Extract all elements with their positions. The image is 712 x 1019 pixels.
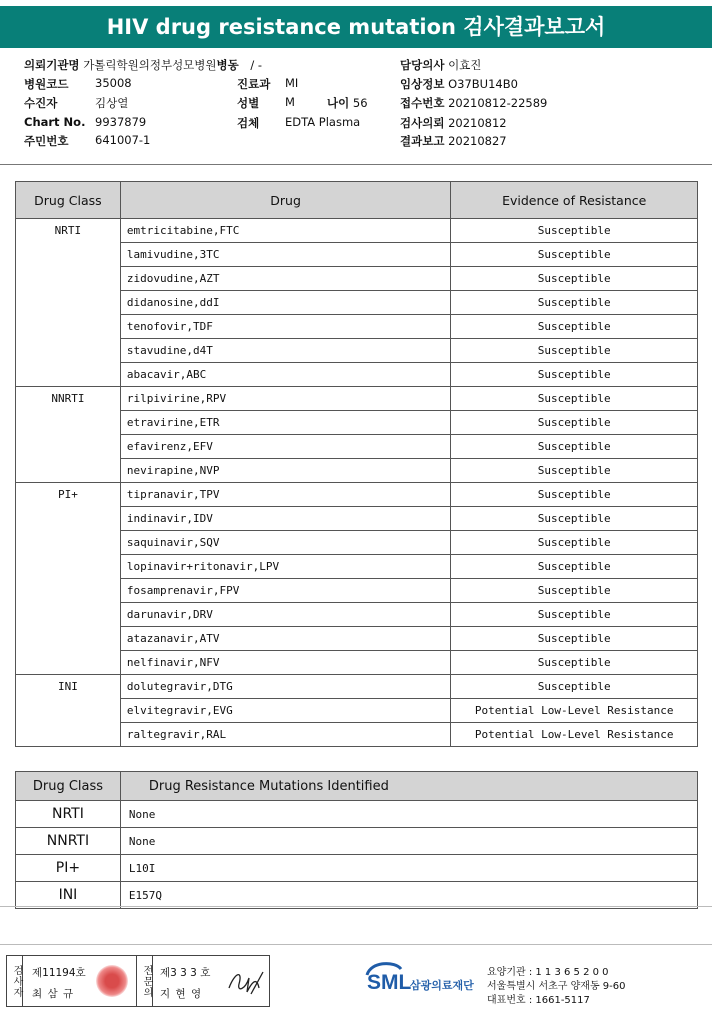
signature-box	[6, 955, 270, 1007]
mutation-value-cell: None	[120, 801, 697, 828]
drug-cell: etravirine,ETR	[120, 411, 451, 435]
drug-class-cell: PI+	[16, 483, 121, 675]
evidence-cell: Susceptible	[451, 243, 698, 267]
col-drug: Drug	[120, 182, 451, 219]
institution-row	[24, 57, 262, 73]
evidence-cell: Susceptible	[451, 411, 698, 435]
evidence-cell: Susceptible	[451, 387, 698, 411]
col-mutations: Drug Resistance Mutations Identified	[120, 772, 697, 801]
table-row	[16, 219, 698, 243]
official-seal-icon	[96, 965, 128, 997]
drug-cell: efavirenz,EFV	[120, 435, 451, 459]
chart-value: 9937879	[95, 115, 147, 129]
mutation-class-cell: NRTI	[16, 801, 121, 828]
evidence-cell: Susceptible	[451, 579, 698, 603]
evidence-cell: Susceptible	[451, 675, 698, 699]
inspector-number: 제11194호	[32, 967, 86, 979]
hospital-code-value: 35008	[95, 76, 132, 90]
drug-class-cell: NRTI	[16, 219, 121, 387]
header-divider	[0, 164, 712, 165]
institution-label: 의뢰기관명	[24, 58, 80, 72]
evidence-cell: Susceptible	[451, 651, 698, 675]
mutations-table-body	[16, 801, 698, 909]
contact-line-1: 요양기관 : 1 1 3 6 5 2 0 0	[487, 967, 609, 978]
report-label: 결과보고	[400, 134, 445, 148]
evidence-cell: Susceptible	[451, 435, 698, 459]
mutation-class-cell: INI	[16, 882, 121, 909]
table-row	[16, 387, 698, 411]
drug-cell: emtricitabine,FTC	[120, 219, 451, 243]
report-value: 20210827	[448, 134, 507, 148]
patient-value: 김상열	[95, 96, 129, 110]
evidence-cell: Susceptible	[451, 507, 698, 531]
hospital-code-label: 병원코드	[24, 77, 69, 91]
table-row	[16, 675, 698, 699]
mutation-value-cell: L10I	[120, 855, 697, 882]
drug-cell: raltegravir,RAL	[120, 723, 451, 747]
evidence-cell: Potential Low-Level Resistance	[451, 723, 698, 747]
inspector-label: 검사자	[7, 956, 23, 1006]
clinical-label: 임상정보	[400, 77, 445, 91]
sex-label: 성별	[237, 96, 260, 110]
mutation-value-cell: E157Q	[120, 882, 697, 909]
mutation-class-cell: NNRTI	[16, 828, 121, 855]
drug-cell: tenofovir,TDF	[120, 315, 451, 339]
drug-cell: nevirapine,NVP	[120, 459, 451, 483]
evidence-cell: Susceptible	[451, 555, 698, 579]
evidence-cell: Susceptible	[451, 627, 698, 651]
ward-value: / -	[250, 58, 263, 72]
patient-label: 수진자	[24, 96, 58, 110]
evidence-cell: Susceptible	[451, 531, 698, 555]
sex-value: M	[285, 95, 295, 109]
approver-label: 전문의	[136, 956, 153, 1006]
request-label: 검사의뢰	[400, 116, 445, 130]
resistance-table	[15, 181, 698, 747]
evidence-cell: Susceptible	[451, 339, 698, 363]
evidence-cell: Susceptible	[451, 603, 698, 627]
drug-cell: atazanavir,ATV	[120, 627, 451, 651]
logo-text: SML	[367, 971, 412, 994]
table-divider	[0, 906, 712, 907]
ward-label: 병동	[216, 58, 239, 72]
mutation-class-cell: PI+	[16, 855, 121, 882]
evidence-cell: Susceptible	[451, 267, 698, 291]
col-drug-class-2: Drug Class	[16, 772, 121, 801]
doctor-value: 이효진	[448, 58, 482, 72]
specimen-label: 검체	[237, 116, 260, 130]
evidence-cell: Susceptible	[451, 459, 698, 483]
specimen-value: EDTA Plasma	[285, 115, 361, 129]
drug-cell: dolutegravir,DTG	[120, 675, 451, 699]
drug-cell: zidovudine,AZT	[120, 267, 451, 291]
id-value: 641007-1	[95, 133, 151, 147]
drug-cell: abacavir,ABC	[120, 363, 451, 387]
drug-cell: didanosine,ddI	[120, 291, 451, 315]
doctor-label: 담당의사	[400, 58, 445, 72]
table-row	[16, 882, 698, 909]
table-row	[16, 855, 698, 882]
drug-cell: tipranavir,TPV	[120, 483, 451, 507]
mutation-value-cell: None	[120, 828, 697, 855]
evidence-cell: Susceptible	[451, 291, 698, 315]
drug-cell: stavudine,d4T	[120, 339, 451, 363]
mutations-table	[15, 771, 698, 909]
drug-cell: indinavir,IDV	[120, 507, 451, 531]
report-title: HIV drug resistance mutation 검사결과보고서	[0, 6, 712, 48]
drug-cell: darunavir,DRV	[120, 603, 451, 627]
dept-value: MI	[285, 76, 299, 90]
id-label: 주민번호	[24, 134, 69, 148]
clinical-value: O37BU14B0	[448, 77, 518, 91]
table-row	[16, 828, 698, 855]
table-row	[16, 801, 698, 828]
approver-number: 제3 3 3 호	[160, 967, 211, 979]
drug-cell: saquinavir,SQV	[120, 531, 451, 555]
chart-label: Chart No.	[24, 115, 86, 129]
drug-cell: fosamprenavir,FPV	[120, 579, 451, 603]
table-row	[16, 483, 698, 507]
age-value: 56	[352, 96, 368, 110]
evidence-cell: Susceptible	[451, 315, 698, 339]
institution-value: 가톨릭학원의정부성모병원	[83, 58, 217, 72]
contact-line-2: 서울특별시 서초구 양재동 9-60	[487, 981, 626, 992]
drug-cell: elvitegravir,EVG	[120, 699, 451, 723]
receipt-value: 20210812-22589	[448, 96, 548, 110]
inspector-name: 최 삼 규	[32, 988, 75, 1000]
org-name: 삼광의료재단	[410, 979, 474, 992]
contact-line-3: 대표번호 : 1661-5117	[487, 995, 590, 1006]
approver-name: 지 현 영	[160, 988, 203, 1000]
col-evidence: Evidence of Resistance	[451, 182, 698, 219]
drug-class-cell: INI	[16, 675, 121, 747]
col-drug-class: Drug Class	[16, 182, 121, 219]
evidence-cell: Potential Low-Level Resistance	[451, 699, 698, 723]
evidence-cell: Susceptible	[451, 219, 698, 243]
request-value: 20210812	[448, 116, 507, 130]
signature-icon	[225, 966, 267, 996]
drug-cell: rilpivirine,RPV	[120, 387, 451, 411]
receipt-label: 접수번호	[400, 96, 445, 110]
evidence-cell: Susceptible	[451, 363, 698, 387]
evidence-cell: Susceptible	[451, 483, 698, 507]
drug-class-cell: NNRTI	[16, 387, 121, 483]
drug-cell: lopinavir+ritonavir,LPV	[120, 555, 451, 579]
drug-cell: lamivudine,3TC	[120, 243, 451, 267]
footer	[0, 944, 712, 1019]
drug-cell: nelfinavir,NFV	[120, 651, 451, 675]
resistance-table-body	[16, 219, 698, 747]
age-label: 나이	[327, 96, 350, 110]
dept-label: 진료과	[237, 77, 271, 91]
